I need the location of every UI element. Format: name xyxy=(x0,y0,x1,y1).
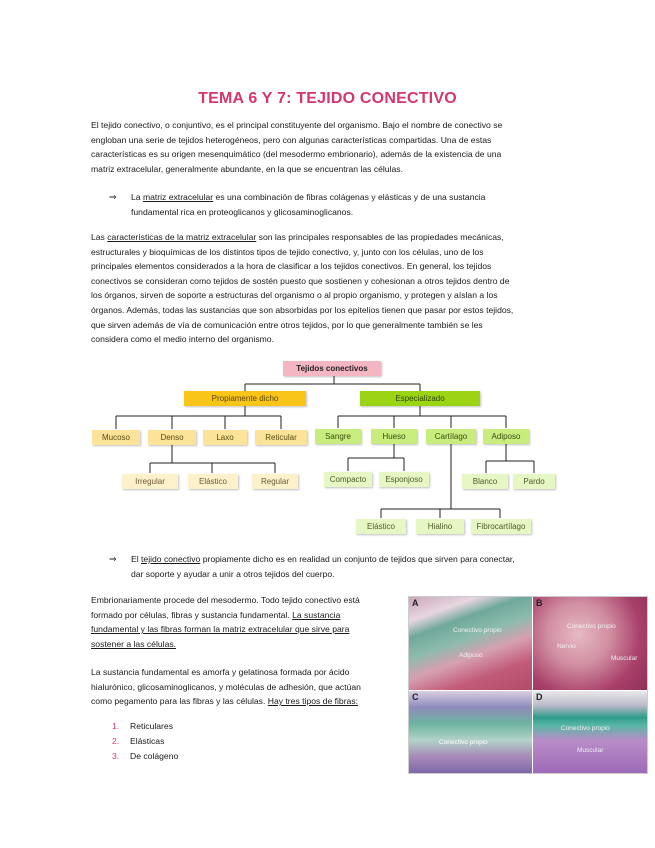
panel-label: D xyxy=(536,692,543,702)
term-tejido-conectivo: tejido conectivo xyxy=(141,554,201,564)
histology-micrograph xyxy=(408,596,648,774)
panel-caption: Muscular xyxy=(577,747,604,754)
bullet-text: dar soporte y ayudar a unir a otros tejidos del cuerpo. xyxy=(131,568,335,579)
bullet-text: propiamente dicho es en realidad un conjunto de tejidos que sirven para conectar, xyxy=(202,554,515,564)
fiber-types-list xyxy=(112,719,312,764)
list-label: De colágeno xyxy=(130,751,179,761)
substance-paragraph xyxy=(91,665,397,709)
intro-line: El tejido conectivo, o conjuntivo, es el principal constituyente del organismo. Bajo el nombre de conectivo se xyxy=(91,120,503,130)
para-line: considera como el medio interno del organismo. xyxy=(91,334,274,345)
diagram-node-propiamente-dicho: Propiamente dicho xyxy=(184,391,306,406)
panel-caption: Muscular xyxy=(611,655,638,662)
bullet-matriz xyxy=(109,190,563,219)
para-line: La sustancia fundamental es amorfa y gelatinosa formada por ácido xyxy=(91,667,350,677)
panel-label: A xyxy=(412,598,419,608)
panel-caption: Conectivo propio xyxy=(453,627,502,634)
list-item xyxy=(112,749,312,764)
intro-line: características es su origen mesenquimático (del mesodermo embrionario), además de la existencia de una xyxy=(91,149,502,160)
panel-caption: Conectivo propio xyxy=(561,725,610,732)
para-underline: La sustancia xyxy=(292,609,341,620)
origin-paragraph xyxy=(91,593,397,651)
diagram-node-fibrocartilago: Fibrocartílago xyxy=(471,519,531,534)
term-caracteristicas: características de la matriz extracelular xyxy=(107,232,257,242)
diagram-node-cartilago: Cartílago xyxy=(426,429,476,444)
diagram-node-hueso: Hueso xyxy=(371,429,417,444)
para-line: que sirven además de vía de comunicación entre otros tejidos, por lo que generalmente también se les xyxy=(91,319,483,330)
characteristics-paragraph xyxy=(91,230,563,347)
micrograph-panel-a xyxy=(409,597,532,690)
micrograph-panel-d xyxy=(533,691,647,773)
para-line: hialurónico, glicosaminoglicanos, y moléculas de adhesión, que actúan xyxy=(91,681,361,692)
para-text: son las principales responsables de las propiedades mecánicas, xyxy=(258,232,504,242)
bullet-pre: La xyxy=(131,192,141,202)
list-item xyxy=(112,719,312,734)
diagram-node-regular: Regular xyxy=(252,474,298,489)
list-number: 3. xyxy=(112,751,120,761)
panel-caption: Nervio xyxy=(557,643,576,650)
bullet-text: es una combinación de fibras colágenas y elásticas y de una sustancia xyxy=(215,192,486,202)
para-line: Embrionariamente procede del mesodermo. Todo tejido conectivo está xyxy=(91,595,360,605)
diagram-node-irregular: Irregular xyxy=(122,474,178,489)
list-number: 1. xyxy=(112,721,120,731)
diagram-node-denso: Denso xyxy=(148,430,196,445)
list-label: Reticulares xyxy=(130,721,173,731)
micrograph-panel-c xyxy=(409,691,532,773)
diagram-node-elastico: Elástico xyxy=(188,474,238,489)
diagram-node-compacto: Compacto xyxy=(324,472,372,487)
para-underline: sostener a las células. xyxy=(91,638,177,649)
diagram-node-tejidos-conectivos: Tejidos conectivos xyxy=(283,361,381,376)
panel-caption: Adiposo xyxy=(459,652,483,659)
panel-caption: Conectivo propio xyxy=(567,623,616,630)
arrow-icon: ⇒ xyxy=(109,192,117,202)
para-text: como pegamento para las fibras y las células. xyxy=(91,696,266,707)
bullet-pre: El xyxy=(131,554,139,564)
intro-line: engloban una serie de tejidos heterogéneos, pero con algunas características compartidas. Una de estas xyxy=(91,134,492,145)
list-number: 2. xyxy=(112,736,120,746)
page-title: TEMA 6 Y 7: TEJIDO CONECTIVO xyxy=(198,89,457,107)
panel-label: C xyxy=(412,692,419,702)
diagram-node-sangre: Sangre xyxy=(315,429,361,444)
diagram-node-blanco: Blanco xyxy=(462,474,508,489)
para-underline: Hay tres tipos de fibras: xyxy=(267,696,359,707)
arrow-icon: ⇒ xyxy=(109,554,117,564)
diagram-node-pardo: Pardo xyxy=(513,474,555,489)
list-label: Elásticas xyxy=(130,736,165,746)
micrograph-panel-b xyxy=(533,597,647,690)
panel-label: B xyxy=(536,598,543,608)
list-item xyxy=(112,734,312,749)
para-underline: fundamental y las fibras forman la matriz extracelular que sirve para xyxy=(91,624,350,635)
para-line: conectivos se consideran como tejidos de sostén puesto que sostienen y cohesionan a otros tejidos dentro de xyxy=(91,275,510,286)
intro-paragraph xyxy=(91,118,563,176)
diagram-node-hialino: Hialino xyxy=(416,519,464,534)
para-pre: Las xyxy=(91,232,105,242)
diagram-node-mucoso: Mucoso xyxy=(92,430,140,445)
para-text: formado por células, fibras y sustancia fundamental. xyxy=(91,609,290,620)
diagram-node-adiposo: Adiposo xyxy=(483,429,529,444)
diagram-node-cartilago-elastico: Elástico xyxy=(356,519,406,534)
panel-caption: Conectivo propio xyxy=(439,739,488,746)
diagram-node-laxo: Laxo xyxy=(203,430,247,445)
intro-line: matriz extracelular, generalmente abundante, en la que se encuentran las células. xyxy=(91,163,403,174)
para-line: los órganos, sirven de soporte a estructuras del organismo o al propio organismo, y protegen y aíslan a los xyxy=(91,290,498,301)
para-line: principales elementos considerados a la hora de clasificar a los tejidos conectivos. En general, los tejidos xyxy=(91,261,492,272)
diagram-node-esponjoso: Esponjoso xyxy=(379,472,429,487)
diagram-node-especializado: Especializado xyxy=(360,391,480,406)
diagram-node-reticular: Reticular xyxy=(255,430,307,445)
bullet-tejido-conectivo xyxy=(109,552,563,581)
term-matriz-extracelular: matriz extracelular xyxy=(142,192,214,202)
para-line: estructurales y bioquímicas de los distintos tipos de tejido conectivo, y, junto con los células, uno de los xyxy=(91,246,484,257)
para-line: órganos. Además, todas las sustancias que son absorbidas por los epitelios tienen que pasar por estos tejidos, xyxy=(91,304,514,315)
bullet-text: fundamental rica en proteoglicanos y glicosaminoglicanos. xyxy=(131,206,354,217)
